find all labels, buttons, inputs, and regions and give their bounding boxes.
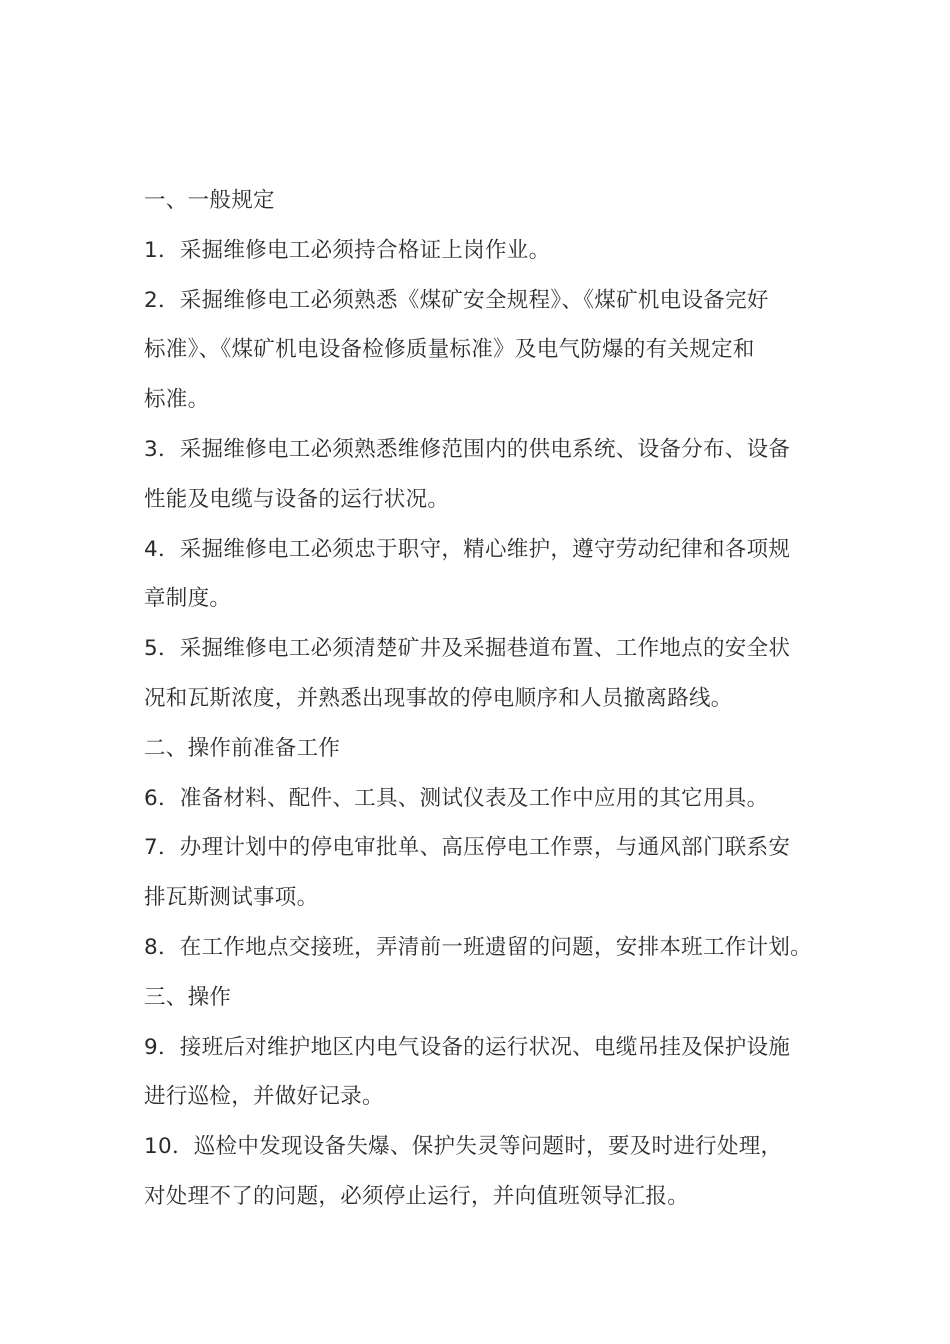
- paragraph-line: 性能及电缆与设备的运行状况。: [144, 486, 450, 512]
- paragraph-line: 排瓦斯测试事项。: [144, 885, 319, 911]
- paragraph-line: 1．采掘维修电工必须持合格证上岗作业。: [144, 237, 551, 263]
- paragraph-line: 标准。: [144, 387, 210, 413]
- section-heading-general: 一、一般规定: [144, 188, 275, 213]
- section-heading-preparation: 二、操作前准备工作: [144, 735, 341, 761]
- document-body: [144, 176, 824, 1222]
- paragraph-line: 8．在工作地点交接班，弄清前一班遗留的问题，安排本班工作计划。: [144, 934, 812, 960]
- paragraph-line: 2．采掘维修电工必须熟悉《煤矿安全规程》、《煤矿机电设备完好: [144, 287, 769, 313]
- paragraph-line: 对处理不了的问题，必须停止运行，并向值班领导汇报。: [144, 1183, 690, 1209]
- paragraph-line: 况和瓦斯浓度，并熟悉出现事故的停电顺序和人员撤离路线。: [144, 685, 733, 711]
- paragraph-line: 标准》、《煤矿机电设备检修质量标准》及电气防爆的有关规定和: [144, 337, 755, 363]
- paragraph-line: 4．采掘维修电工必须忠于职守，精心维护，遵守劳动纪律和各项规: [144, 536, 791, 562]
- paragraph-line: 章制度。: [144, 586, 232, 612]
- paragraph-line: 9．接班后对维护地区内电气设备的运行状况、电缆吊挂及保护设施: [144, 1034, 791, 1060]
- paragraph-line: 7．办理计划中的停电审批单、高压停电工作票，与通风部门联系安: [144, 835, 791, 861]
- paragraph-line: 5．采掘维修电工必须清楚矿井及采掘巷道布置、工作地点的安全状: [144, 636, 791, 662]
- paragraph-line: 10．巡检中发现设备失爆、保护失灵等问题时，要及时进行处理，: [144, 1134, 783, 1160]
- section-heading-operation: 三、操作: [144, 984, 232, 1010]
- paragraph-line: 6．准备材料、配件、工具、测试仪表及工作中应用的其它用具。: [144, 785, 769, 811]
- paragraph-line: 进行巡检，并做好记录。: [144, 1084, 384, 1110]
- paragraph-line: 3．采掘维修电工必须熟悉维修范围内的供电系统、设备分布、设备: [144, 436, 791, 462]
